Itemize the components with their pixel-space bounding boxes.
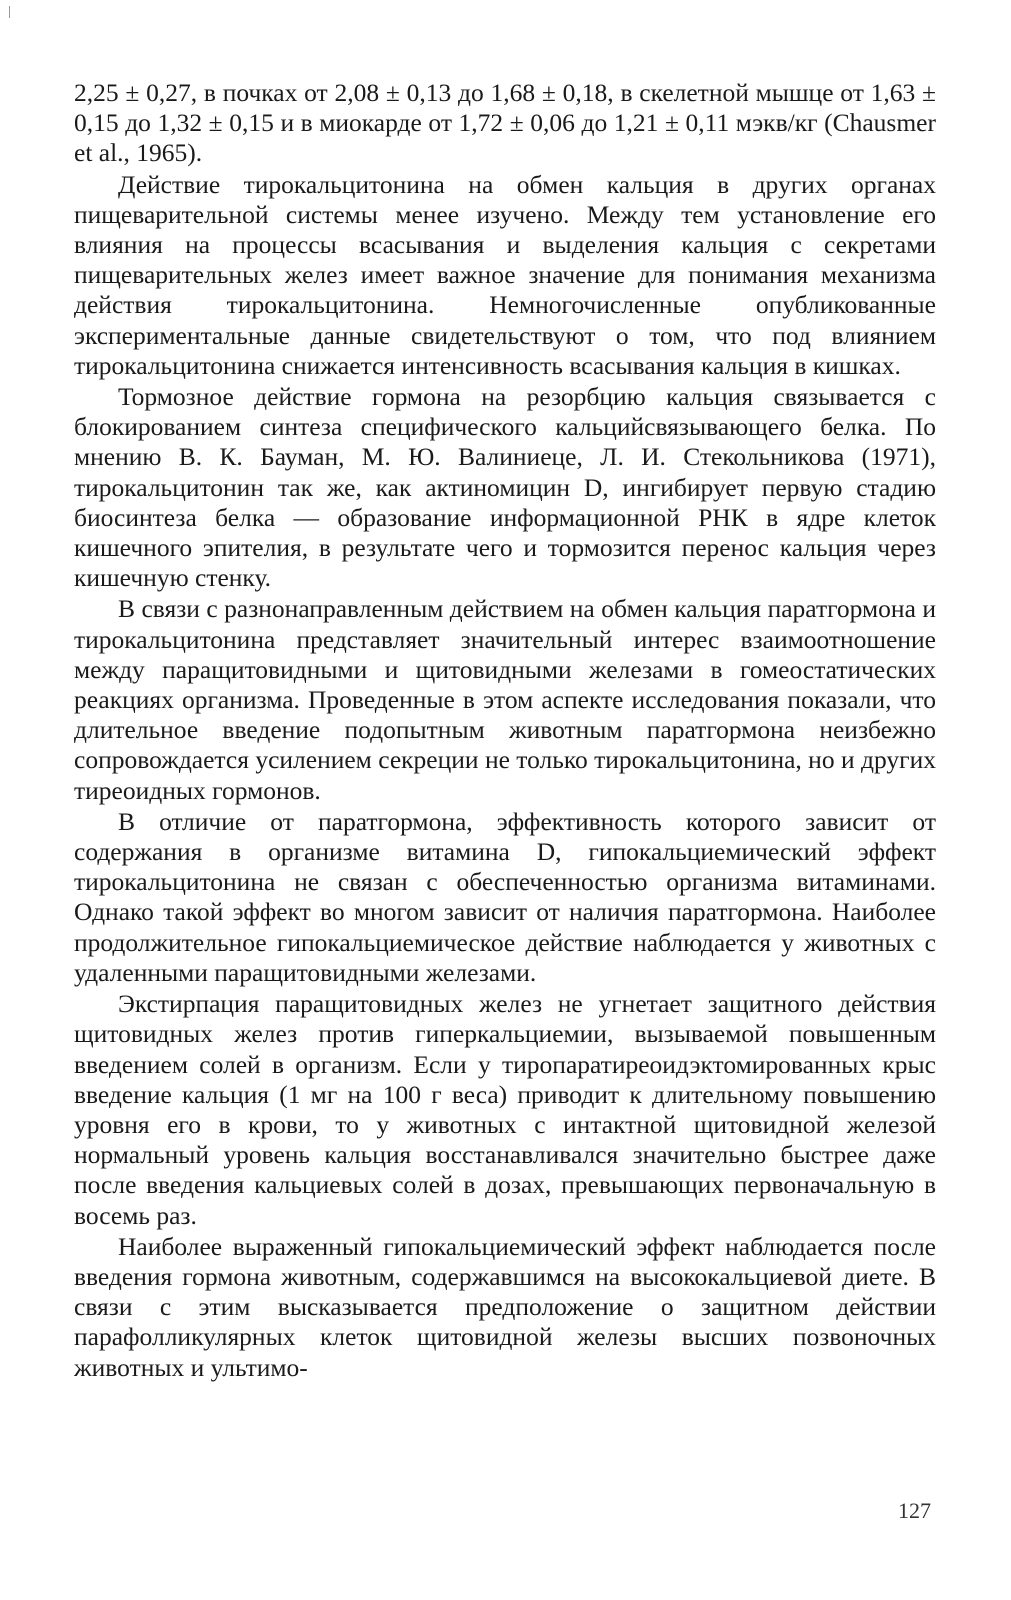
paragraph-5: В отличие от паратгормона, эффективность которого зависит от содержания в организме витамина D, гипокальциемический эффект тирокальцитонина не связан с обеспеченностью организма витаминами. Однако такой эффект во многом зависит от наличия паратгормона. Наиболее продолжительное гипокальциемическое действие наблюдается у животных с удаленными паращитовидными железами.: [74, 806, 936, 987]
scan-mark: [9, 6, 10, 18]
paragraph-7: Наиболее выраженный гипокальциемический эффект наблюдается после введения гормона животным, содержавшимся на высококальциевой диете. В связи с этим высказывается предположение о защитном действии парафолликулярных клеток щитовидной железы высших позвоночных животных и ультимо-: [74, 1231, 936, 1382]
paragraph-6: Экстирпация паращитовидных желез не угнетает защитного действия щитовидных желез против гиперкальциемии, вызываемой повышенным введением солей в организм. Если у тиропаратиреоидэктомированных крыс введение кальция (1 мг на 100 г веса) приводит к длительному повышению уровня его в крови, то у животных с интактной щитовидной железой нормальный уровень кальция восстанавливался значительно быстрее даже после введения кальциевых солей в дозах, превышающих первоначальную в восемь раз.: [74, 989, 936, 1230]
paragraph-3: Тормозное действие гормона на резорбцию кальция связывается с блокированием синтеза специфического кальцийсвязывающего белка. По мнению В. К. Бауман, М. Ю. Валиниеце, Л. И. Стекольникова (1971), тирокальцитонин так же, как актиномицин D, ингибирует первую стадию биосинтеза белка — образование информационной РНК в ядре клеток кишечного эпителия, в результате чего и тормозится перенос кальция через кишечную стенку.: [74, 382, 936, 593]
paragraph-4: В связи с разнонаправленным действием на обмен кальция паратгормона и тирокальцитонина представляет значительный интерес взаимоотношение между паращитовидными и щитовидными железами в гомеостатических реакциях организма. Проведенные в этом аспекте исследования показали, что длительное введение подопытным животным паратгормона неизбежно сопровождается усилением секреции не только тирокальцитонина, но и других тиреоидных гормонов.: [74, 594, 936, 805]
page-body: [74, 78, 936, 1383]
page-number: 127: [898, 1498, 931, 1523]
paragraph-1: 2,25 ± 0,27, в почках от 2,08 ± 0,13 до 1,68 ± 0,18, в скелетной мышце от 1,63 ± 0,15 до 1,32 ± 0,15 и в миокарде от 1,72 ± 0,06 до 1,21 ± 0,11 мэкв/кг (Chausmer et al., 1965).: [74, 78, 936, 168]
paragraph-2: Действие тирокальцитонина на обмен кальция в других органах пищеварительной системы менее изучено. Между тем установление его влияния на процессы всасывания и выделения кальция с секретами пищеварительных желез имеет важное значение для понимания механизма действия тирокальцитонина. Немногочисленные опубликованные экспериментальные данные свидетельствуют о том, что под влиянием тирокальцитонина снижается интенсивность всасывания кальция в кишках.: [74, 169, 936, 380]
